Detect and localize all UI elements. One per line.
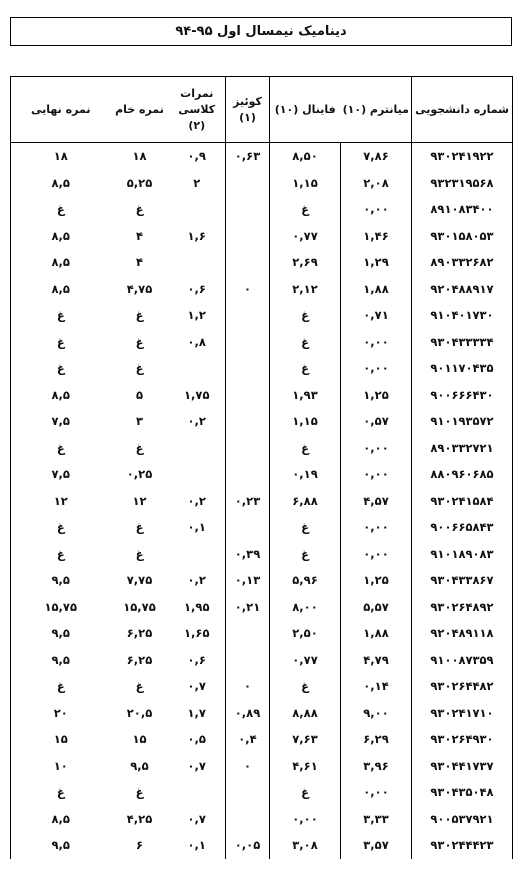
raw-score-cell: ۴ xyxy=(135,255,144,270)
table-row xyxy=(11,196,513,223)
quiz-cell: ۰,۸۹ xyxy=(226,700,270,727)
midterm-cell: ۰,۱۴ xyxy=(341,673,412,700)
quiz-cell xyxy=(226,647,270,674)
raw-score-cell: ۶,۲۵ xyxy=(126,626,153,641)
quiz-cell xyxy=(226,461,270,488)
header-class-line3: (۲) xyxy=(188,118,206,132)
raw-score-cell: ۹,۵ xyxy=(130,758,149,773)
header-midterm: میانترم (۱۰) xyxy=(341,77,412,143)
midterm-cell: ۲,۰۸ xyxy=(341,170,412,197)
table-row xyxy=(11,329,513,356)
quiz-cell xyxy=(226,355,270,382)
student-id-cell: ۹۱۰۱۹۳۵۷۲ xyxy=(412,408,513,435)
midterm-cell: ۱,۲۹ xyxy=(341,249,412,276)
table-row xyxy=(11,832,513,859)
header-class-line2: کلاسی xyxy=(178,102,216,116)
quiz-cell xyxy=(226,779,270,806)
total-score-cell: ۹,۵ xyxy=(11,832,111,859)
table-row xyxy=(11,779,513,806)
final-cell: ۵,۹۶ xyxy=(270,567,341,594)
final-cell: غ xyxy=(270,779,341,806)
grades-table xyxy=(10,76,513,859)
quiz-cell xyxy=(226,620,270,647)
midterm-cell: ۰,۷۱ xyxy=(341,302,412,329)
class-score-cell: ۰,۲ xyxy=(187,493,206,508)
final-cell: ۳,۰۸ xyxy=(270,832,341,859)
table-row xyxy=(11,249,513,276)
midterm-cell: ۰,۰۰ xyxy=(341,514,412,541)
midterm-cell: ۶,۲۹ xyxy=(341,726,412,753)
student-id-cell: ۸۹۰۳۳۲۷۲۱ xyxy=(412,435,513,462)
final-cell: ۷,۶۳ xyxy=(270,726,341,753)
total-score-cell: غ xyxy=(11,302,111,329)
midterm-cell: ۰,۰۰ xyxy=(341,461,412,488)
table-row xyxy=(11,223,513,250)
student-id-cell: ۹۱۰۴۰۱۷۳۰ xyxy=(412,302,513,329)
total-score-cell: ۹,۵ xyxy=(11,647,111,674)
final-cell: غ xyxy=(270,302,341,329)
total-score-cell: ۱۸ xyxy=(11,143,111,170)
quiz-cell xyxy=(226,435,270,462)
total-score-cell: غ xyxy=(11,435,111,462)
final-cell: غ xyxy=(270,329,341,356)
midterm-cell: ۷,۸۶ xyxy=(341,143,412,170)
class-score-cell xyxy=(169,355,226,382)
quiz-cell: ۰,۲۱ xyxy=(226,594,270,621)
quiz-cell: ۰ xyxy=(226,276,270,303)
raw-score-cell: ۴,۷۵ xyxy=(126,281,153,296)
class-score-cell: ۱,۲ xyxy=(187,308,206,323)
midterm-cell: ۰,۰۰ xyxy=(341,196,412,223)
total-score-cell: ۱۵ xyxy=(11,726,111,753)
raw-score-cell: غ xyxy=(135,520,144,535)
grades-body xyxy=(11,143,513,859)
table-row xyxy=(11,594,513,621)
final-cell: ۴,۶۱ xyxy=(270,753,341,780)
table-row xyxy=(11,461,513,488)
student-id-cell: ۹۳۰۴۳۳۸۶۷ xyxy=(412,567,513,594)
final-cell: ۲,۶۹ xyxy=(270,249,341,276)
student-id-cell: ۸۹۱۰۸۳۴۰۰ xyxy=(412,196,513,223)
total-score-cell: غ xyxy=(11,541,111,568)
student-id-cell: ۹۰۰۶۶۶۴۳۰ xyxy=(412,382,513,409)
table-row xyxy=(11,355,513,382)
raw-score-cell: ۳ xyxy=(135,414,144,429)
header-class-line1: نمرات xyxy=(180,86,214,100)
student-id-cell: ۹۳۰۱۵۸۰۵۳ xyxy=(412,223,513,250)
raw-score-cell: ۵ xyxy=(135,387,144,402)
student-id-cell: ۹۳۰۴۳۵۰۴۸ xyxy=(412,779,513,806)
total-score-cell: ۷,۵ xyxy=(11,461,111,488)
total-score-cell: ۸,۵ xyxy=(11,249,111,276)
student-id-cell: ۹۲۰۴۸۹۱۱۸ xyxy=(412,620,513,647)
midterm-cell: ۱,۲۵ xyxy=(341,567,412,594)
quiz-cell: ۰,۲۳ xyxy=(226,488,270,515)
raw-score-cell: ۴,۲۵ xyxy=(126,811,153,826)
raw-score-cell: ۶ xyxy=(135,838,144,853)
total-score-cell: ۲۰ xyxy=(11,700,111,727)
class-score-cell: ۱,۶ xyxy=(187,228,206,243)
midterm-cell: ۱,۲۵ xyxy=(341,382,412,409)
raw-score-cell: غ xyxy=(135,334,144,349)
midterm-cell: ۳,۹۶ xyxy=(341,753,412,780)
header-student-id: شماره دانشجویی xyxy=(412,77,513,143)
class-score-cell: ۱,۶۵ xyxy=(184,626,210,641)
class-score-cell: ۰,۷ xyxy=(187,679,206,694)
table-row xyxy=(11,514,513,541)
header-final: فاینال (۱۰) xyxy=(270,77,341,143)
student-id-cell: ۹۰۱۱۷۰۴۳۵ xyxy=(412,355,513,382)
table-row xyxy=(11,673,513,700)
raw-score-cell: ۲۰,۵ xyxy=(126,705,153,720)
header-row xyxy=(11,77,513,143)
final-cell: ۲,۱۲ xyxy=(270,276,341,303)
raw-score-cell: غ xyxy=(135,308,144,323)
student-id-cell: ۹۱۰۱۸۹۰۸۳ xyxy=(412,541,513,568)
quiz-cell xyxy=(226,196,270,223)
total-score-cell: ۸,۵ xyxy=(11,223,111,250)
class-score-cell: ۱,۷ xyxy=(187,705,206,720)
midterm-cell: ۳,۳۳ xyxy=(341,806,412,833)
class-score-cell: ۰,۸ xyxy=(187,334,206,349)
student-id-cell: ۸۸۰۹۶۰۶۸۵ xyxy=(412,461,513,488)
raw-score-cell: ۷,۷۵ xyxy=(126,573,153,588)
header-quiz xyxy=(226,77,270,143)
total-score-cell: ۷,۵ xyxy=(11,408,111,435)
raw-score-cell: ۱۵,۷۵ xyxy=(123,599,156,614)
raw-score-cell: غ xyxy=(135,202,144,217)
raw-score-cell: ۴ xyxy=(135,228,144,243)
table-row xyxy=(11,620,513,647)
raw-score-cell: ۱۵ xyxy=(132,732,147,747)
final-cell: غ xyxy=(270,673,341,700)
header-class xyxy=(169,77,226,143)
student-id-cell: ۹۳۰۴۳۳۳۳۴ xyxy=(412,329,513,356)
raw-score-cell: ۶,۲۵ xyxy=(126,652,153,667)
raw-score-cell: ۱۸ xyxy=(132,149,147,164)
table-row xyxy=(11,408,513,435)
student-id-cell: ۹۳۲۳۱۹۵۶۸ xyxy=(412,170,513,197)
midterm-cell: ۱,۸۸ xyxy=(341,620,412,647)
midterm-cell: ۳,۵۷ xyxy=(341,832,412,859)
raw-score-cell: غ xyxy=(135,785,144,800)
quiz-cell: ۰ xyxy=(226,673,270,700)
quiz-cell xyxy=(226,249,270,276)
header-quiz-line1: کوئیز xyxy=(233,94,262,108)
midterm-cell: ۰,۰۰ xyxy=(341,355,412,382)
total-score-cell: غ xyxy=(11,514,111,541)
quiz-cell xyxy=(226,302,270,329)
class-score-cell: ۰,۱ xyxy=(187,838,206,853)
final-cell: ۸,۵۰ xyxy=(270,143,341,170)
midterm-cell: ۵,۵۷ xyxy=(341,594,412,621)
student-id-cell: ۹۳۰۲۶۴۴۸۲ xyxy=(412,673,513,700)
total-score-cell: ۱۵,۷۵ xyxy=(11,594,111,621)
midterm-cell: ۴,۷۹ xyxy=(341,647,412,674)
table-row xyxy=(11,170,513,197)
quiz-cell xyxy=(226,806,270,833)
final-cell: ۲,۵۰ xyxy=(270,620,341,647)
raw-score-cell: ۵,۲۵ xyxy=(126,175,153,190)
class-score-cell xyxy=(169,196,226,223)
total-score-cell: ۸,۵ xyxy=(11,806,111,833)
total-score-cell: ۹,۵ xyxy=(11,567,111,594)
final-cell: ۸,۰۰ xyxy=(270,594,341,621)
final-cell: غ xyxy=(270,355,341,382)
student-id-cell: ۹۳۰۲۴۱۵۸۴ xyxy=(412,488,513,515)
student-id-cell: ۹۳۰۴۴۱۷۳۷ xyxy=(412,753,513,780)
total-score-cell: ۸,۵ xyxy=(11,382,111,409)
table-row xyxy=(11,806,513,833)
student-id-cell: ۹۳۰۲۶۴۹۳۰ xyxy=(412,726,513,753)
table-row xyxy=(11,488,513,515)
class-score-cell: ۰,۲ xyxy=(187,414,206,429)
table-row xyxy=(11,382,513,409)
total-score-cell: ۸,۵ xyxy=(11,276,111,303)
student-id-cell: ۹۳۰۲۴۴۴۲۳ xyxy=(412,832,513,859)
class-score-cell: ۰,۲ xyxy=(187,573,206,588)
class-score-cell xyxy=(169,249,226,276)
table-row xyxy=(11,143,513,170)
total-score-cell: ۸,۵ xyxy=(11,170,111,197)
final-cell: غ xyxy=(270,435,341,462)
final-cell: ۰,۷۷ xyxy=(270,647,341,674)
quiz-cell: ۰,۶۳ xyxy=(226,143,270,170)
student-id-cell: ۸۹۰۳۳۲۶۸۲ xyxy=(412,249,513,276)
final-cell: ۱,۱۵ xyxy=(270,408,341,435)
final-cell: غ xyxy=(270,541,341,568)
class-score-cell: ۰,۶ xyxy=(187,652,206,667)
class-score-cell: ۱,۹۵ xyxy=(184,599,210,614)
quiz-cell xyxy=(226,170,270,197)
header-quiz-line2: (۱) xyxy=(239,110,256,124)
total-score-cell: ۱۰ xyxy=(11,753,111,780)
raw-score-cell: غ xyxy=(135,546,144,561)
midterm-cell: ۱,۸۸ xyxy=(341,276,412,303)
raw-score-cell: غ xyxy=(135,361,144,376)
table-row xyxy=(11,541,513,568)
final-cell: غ xyxy=(270,196,341,223)
total-score-cell: غ xyxy=(11,196,111,223)
final-cell: ۱,۹۳ xyxy=(270,382,341,409)
total-score-cell: غ xyxy=(11,355,111,382)
class-score-cell: ۱,۷۵ xyxy=(184,387,210,402)
student-id-cell: ۹۳۰۲۶۴۸۹۲ xyxy=(412,594,513,621)
class-score-cell: ۰,۱ xyxy=(187,520,206,535)
quiz-cell xyxy=(226,223,270,250)
class-score-cell xyxy=(169,435,226,462)
raw-score-cell: غ xyxy=(135,440,144,455)
total-score-cell: غ xyxy=(11,779,111,806)
header-raw: نمره خام xyxy=(111,77,169,143)
total-score-cell: غ xyxy=(11,673,111,700)
table-row xyxy=(11,726,513,753)
quiz-cell xyxy=(226,408,270,435)
total-score-cell: ۹,۵ xyxy=(11,620,111,647)
class-score-cell xyxy=(169,779,226,806)
midterm-cell: ۰,۰۰ xyxy=(341,329,412,356)
table-row xyxy=(11,647,513,674)
final-cell: ۶,۸۸ xyxy=(270,488,341,515)
midterm-cell: ۰,۰۰ xyxy=(341,435,412,462)
quiz-cell xyxy=(226,382,270,409)
student-id-cell: ۹۱۰۰۸۷۳۵۹ xyxy=(412,647,513,674)
final-cell: ۰,۱۹ xyxy=(270,461,341,488)
class-score-cell: ۰,۷ xyxy=(187,811,206,826)
header-total: نمره نهایی xyxy=(11,77,111,143)
final-cell: ۰,۷۷ xyxy=(270,223,341,250)
table-row xyxy=(11,276,513,303)
midterm-cell: ۰,۵۷ xyxy=(341,408,412,435)
final-cell: ۰,۰۰ xyxy=(270,806,341,833)
student-id-cell: ۹۳۰۲۴۱۷۱۰ xyxy=(412,700,513,727)
class-score-cell xyxy=(169,461,226,488)
quiz-cell xyxy=(226,514,270,541)
midterm-cell: ۰,۰۰ xyxy=(341,779,412,806)
table-row xyxy=(11,302,513,329)
document-title: دینامیک نیمسال اول ۹۵-۹۴ xyxy=(10,17,512,46)
raw-score-cell: ۰,۲۵ xyxy=(126,467,153,482)
student-id-cell: ۹۰۰۵۳۷۹۲۱ xyxy=(412,806,513,833)
midterm-cell: ۴,۵۷ xyxy=(341,488,412,515)
final-cell: ۱,۱۵ xyxy=(270,170,341,197)
final-cell: غ xyxy=(270,514,341,541)
midterm-cell: ۰,۰۰ xyxy=(341,541,412,568)
class-score-cell: ۰,۶ xyxy=(187,281,206,296)
midterm-cell: ۱,۴۶ xyxy=(341,223,412,250)
table-row xyxy=(11,567,513,594)
student-id-cell: ۹۲۰۴۸۸۹۱۷ xyxy=(412,276,513,303)
student-id-cell: ۹۰۰۶۶۵۸۴۳ xyxy=(412,514,513,541)
class-score-cell: ۰,۵ xyxy=(187,732,206,747)
quiz-cell: ۰,۱۳ xyxy=(226,567,270,594)
class-score-cell xyxy=(169,541,226,568)
table-row xyxy=(11,435,513,462)
midterm-cell: ۹,۰۰ xyxy=(341,700,412,727)
final-cell: ۸,۸۸ xyxy=(270,700,341,727)
raw-score-cell: ۱۲ xyxy=(132,493,147,508)
total-score-cell: غ xyxy=(11,329,111,356)
total-score-cell: ۱۲ xyxy=(11,488,111,515)
class-score-cell: ۲ xyxy=(193,175,201,190)
quiz-cell xyxy=(226,329,270,356)
raw-score-cell: غ xyxy=(135,679,144,694)
quiz-cell: ۰,۰۵ xyxy=(226,832,270,859)
table-row xyxy=(11,753,513,780)
class-score-cell: ۰,۹ xyxy=(187,149,206,164)
table-row xyxy=(11,700,513,727)
student-id-cell: ۹۳۰۲۴۱۹۲۲ xyxy=(412,143,513,170)
quiz-cell: ۰,۳۹ xyxy=(226,541,270,568)
quiz-cell: ۰,۴ xyxy=(226,726,270,753)
class-score-cell: ۰,۷ xyxy=(187,758,206,773)
quiz-cell: ۰ xyxy=(226,753,270,780)
